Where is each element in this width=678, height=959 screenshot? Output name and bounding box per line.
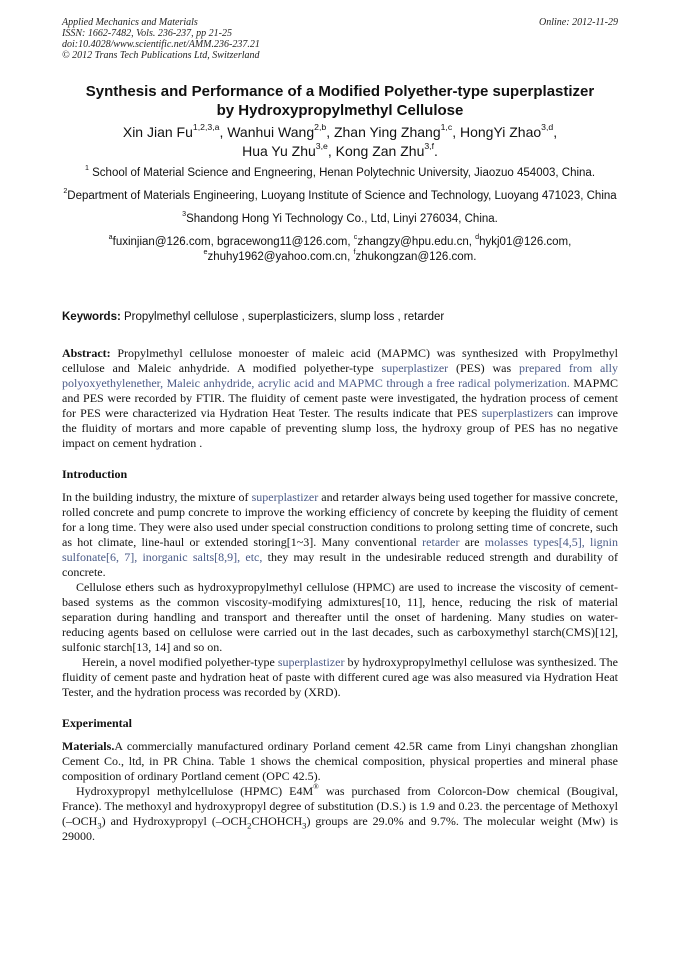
affiliation-3 [62, 212, 618, 227]
abstract-text: Propylmethyl cellulose monoester of maleic acid (MAPMC) was synthesized with Propylmethyl cellulose and Maleic anhydride. A modified polyether-type [62, 346, 618, 375]
online-date: Online: 2012-11-29 [539, 17, 618, 28]
doi-line: doi:10.4028/www.scientific.net/AMM.236-237.21 [62, 39, 260, 50]
email-mark: e [203, 248, 208, 257]
author-affil-mark: 3,d [541, 122, 554, 133]
body-text: In the building industry, the mixture of [62, 490, 252, 504]
email-list: $^a$fuxinjian@126.com, bgracewong11@126.com, $^c$zhangzy@hpu.edu.cn, $^d$hykj01@126.com, $^e$zhuhy1962@yahoo.com.cn, $^f$zhukongzan@126.com. [108, 233, 572, 263]
affil-text: Shandong Hong Yi Technology Co., Ltd, Linyi 276034, China. [186, 213, 498, 225]
abstract-label: Abstract: [62, 346, 111, 360]
affil-text: School of Material Science and Engneering, Henan Polytechnic University, Jiaozuo 454003, China. [88, 167, 596, 179]
email-e[interactable]: zhuhy1962@yahoo.com.cn [207, 251, 348, 263]
email-mark: a [108, 233, 113, 242]
issn-line: ISSN: 1662-7482, Vols. 236-237, pp 21-25 [62, 28, 232, 39]
body-highlight: superplastizer [251, 490, 319, 504]
keywords-text: Propylmethyl cellulose , superplasticizers, slump loss , retarder [120, 311, 445, 323]
subscript: 2 [247, 820, 252, 831]
copyright-line: © 2012 Trans Tech Publications Ltd, Switzerland [62, 50, 260, 61]
paper-title [62, 82, 618, 120]
paper-body [62, 346, 618, 844]
affil-number: 2 [63, 187, 68, 196]
subscript: 3 [302, 820, 307, 831]
author-name: Kong Zan Zhu [335, 143, 425, 159]
email-mark: f [353, 248, 356, 257]
author-name: Hua Yu Zhu [242, 143, 316, 159]
email-mark: d [475, 233, 480, 242]
affiliation-1 [62, 166, 618, 181]
body-text: are [459, 535, 485, 549]
body-text: by hydroxypropylmethyl cellulose was synthesized. The fluidity of cement paste and hydration heat of paste with different cured age was also measured via Hydration Heat Tester, and the hydration process was recorded by (XRD). [62, 655, 618, 699]
journal-name: Applied Mechanics and Materials [62, 17, 198, 28]
author-affil-mark: 3,e [315, 141, 328, 152]
abstract-text: (PES) was [448, 361, 520, 375]
keywords-label: Keywords: [62, 311, 121, 323]
abstract-highlight: superplastizer [381, 361, 449, 375]
materials-label: Materials. [62, 739, 115, 753]
intro-paragraph-3 [62, 655, 618, 700]
body-text: was purchased from Colorcon-Dow chemical (Bougival, France). The methoxyl and hydroxypropyl degree of substitution (D.S.) is 1.9 and 0.23. the percentage of Methoxyl (–OCH [62, 784, 618, 828]
affil-number: 3 [182, 210, 187, 219]
email-d[interactable]: hykj01@126.com [479, 236, 569, 248]
body-text: they may result in the undesirable reduced strength and durability of concrete. [62, 550, 619, 579]
author-affil-mark: 3,f [424, 141, 435, 152]
running-header [62, 17, 618, 61]
email-mark: c [353, 233, 358, 242]
email-f[interactable]: zhukongzan@126.com [355, 251, 474, 263]
author-name: Zhan Ying Zhang [333, 124, 441, 140]
author-affil-mark: 1,c [440, 122, 453, 133]
body-text: Herein, a novel modified polyether-type [82, 655, 278, 669]
affil-number: 1 [84, 164, 89, 173]
author-affil-mark: 1,2,3,a [192, 122, 220, 133]
affiliations [62, 166, 618, 273]
email-a[interactable]: fuxinjian@126.com [112, 236, 211, 248]
body-highlight: superplastizer [277, 655, 345, 669]
keywords [62, 310, 618, 325]
body-highlight: retarder [422, 535, 460, 549]
author-list: Xin Jian Fu$^{1,2,3,a}$, Wanhui Wang$^{2,b}$, Zhan Ying Zhang$^{1,c}$, HongYi Zhao$^{3,d}$, Hua Yu Zhu$^{3,e}$, Kong Zan Zhu$^{3,f}$. [122, 122, 558, 159]
abstract-highlight: prepared from ally polyoxyethylenether, Maleic anhydride, acrylic acid and MAPMC through a free radical polymerization. [62, 361, 618, 390]
body-text: A commercially manufactured ordinary Porland cement 42.5R came from Linyi changshan zhonglian Cement Co., ltd, in PR China. Table 1 shows the chemical composition, physical properties and mineral phase composition of ordinary Portland cement (OPC 42.5). [62, 739, 618, 783]
abstract-highlight: superplastizers [481, 406, 554, 420]
body-text: ) and Hydroxypropyl (–OCH [101, 814, 248, 828]
abstract-text: MAPMC and PES were recorded by FTIR. The fluidity of cement paste were investigated, the hydration process of cement for PES were characterized via Hydration Heat Tester. The results indicate that PES [62, 376, 618, 420]
section-heading-experimental: Experimental [62, 716, 132, 730]
title-line-1: Synthesis and Performance of a Modified Polyether-type superplastizer [85, 83, 595, 100]
body-text: ) groups are 29.0% and 9.7%. The molecular weight (Mw) is 29000. [62, 814, 618, 843]
body-text: and retarder always being used together for massive concrete, rolled concrete and pump concrete to improve the working efficiency of concrete by keeping the fluidity of cement for a long time. They were also used under special construction conditions to prolong setting time of concrete, such as hot climate, line-haul or extended storing[1~3]. Many conventional [62, 490, 618, 549]
email-c[interactable]: zhangzy@hpu.edu.cn [357, 236, 469, 248]
affil-text: Department of Materials Engineering, Luoyang Institute of Science and Technology, Luoyang 471023, China [67, 190, 617, 202]
abstract-text: can improve the fluidity of mortars and more capable of preventing slump loss, the hydroxy group of PES has no negative impact on cement hydration . [62, 406, 618, 450]
materials-paragraph [62, 739, 618, 784]
intro-paragraph-1 [62, 490, 618, 580]
subscript: 3 [97, 820, 102, 831]
email-b[interactable]: bgracewong11@126.com [217, 236, 348, 248]
intro-paragraph-2: Cellulose ethers such as hydroxypropylmethyl cellulose (HPMC) are used to increase the viscosity of cement-based systems as the common viscosity-modifying admixtures[10, 11], hence, reducing the risk of material separation during handling and transport and thereafter until the onset of hardening. Many studies on water-reducing agents based on cellulose were carried out in the last decades, such as carboxymethyl starch(CMS)[12], sulfonic starch[13, 14] and so on. [62, 580, 618, 654]
author-affil-mark: 2,b [314, 122, 327, 133]
registered-mark: ® [313, 782, 319, 792]
hpmc-paragraph [62, 784, 618, 844]
author-name: HongYi Zhao [459, 124, 542, 140]
affiliation-2 [62, 189, 618, 204]
title-line-2: by Hydroxypropylmethyl Cellulose [216, 102, 464, 119]
author-name: Wanhui Wang [227, 124, 315, 140]
body-text: Hydroxypropyl methylcellulose (HPMC) E4M [76, 784, 314, 798]
body-text: CHOHCH [251, 814, 303, 828]
body-highlight: molasses types[4,5], lignin sulfonate[6, 7], inorganic salts[8,9], etc, [62, 535, 618, 564]
section-heading-introduction: Introduction [62, 467, 128, 481]
abstract [62, 346, 618, 451]
author-name: Xin Jian Fu [122, 124, 193, 140]
